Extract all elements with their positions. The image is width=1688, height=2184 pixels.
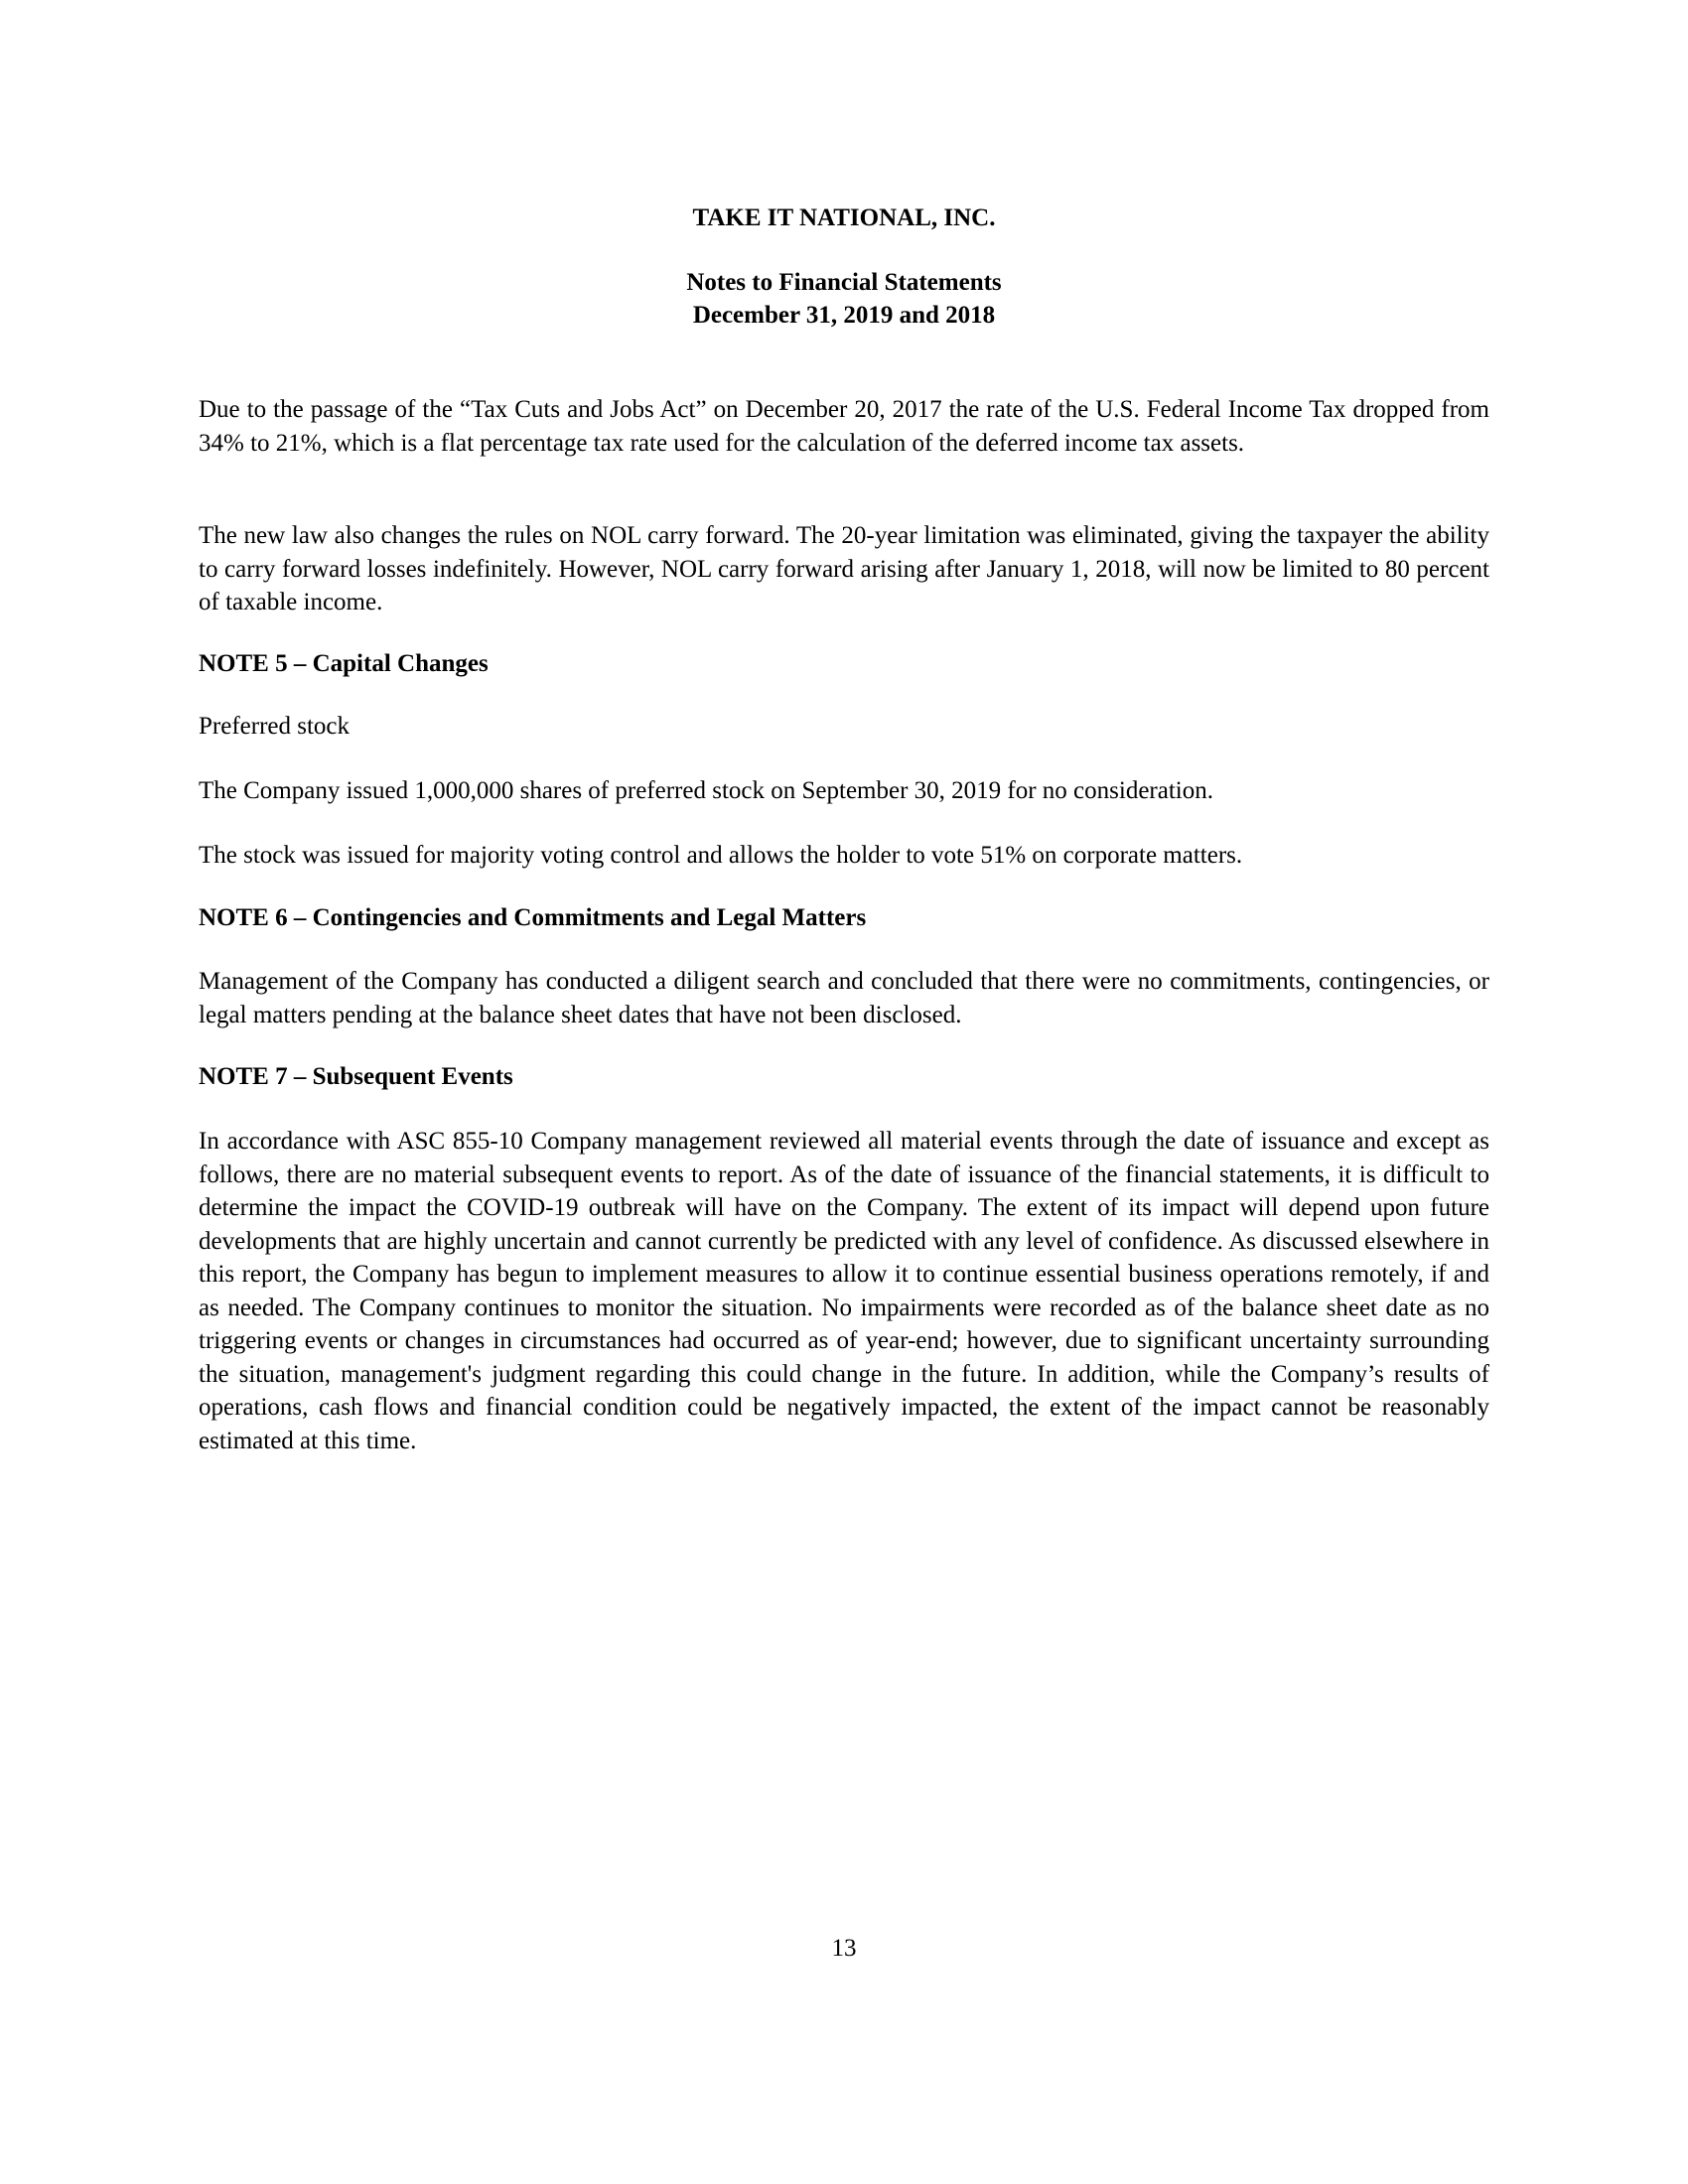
note-7-heading: NOTE 7 – Subsequent Events [199,1063,513,1090]
note-5-issuance-paragraph: The Company issued 1,000,000 shares of preferred stock on September 30, 2019 for no consideration. [199,777,1213,804]
page-number: 13 [831,1935,857,1962]
note-6-paragraph: Management of the Company has conducted a diligent search and concluded that there were no commitments, contingencies, or legal matters pending at the balance sheet dates that have not been disclosed. [199,968,1489,1028]
document-title: Notes to Financial Statements [686,269,1002,296]
nol-paragraph: The new law also changes the rules on NOL carry forward. The 20-year limitation was eliminated, giving the taxpayer the ability to carry forward losses indefinitely. However, NOL carry forward arising after January 1, 2018, will now be limited to 80 percent of taxable income. [199,522,1489,615]
company-name: TAKE IT NATIONAL, INC. [692,205,996,231]
note-6-heading: NOTE 6 – Contingencies and Commitments and Legal Matters [199,904,867,931]
document-period: December 31, 2019 and 2018 [692,302,996,329]
document-page [199,0,1489,2184]
note-5-subheading: Preferred stock [199,713,351,740]
tax-act-paragraph: Due to the passage of the “Tax Cuts and Jobs Act” on December 20, 2017 the rate of the U.S. Federal Income Tax dropped from 34% to 21%, which is a flat percentage tax rate used for the calculation of the deferred income tax assets. [199,396,1489,457]
note-5-voting-paragraph: The stock was issued for majority voting control and allows the holder to vote 51% on corporate matters. [199,842,1243,869]
note-7-paragraph: In accordance with ASC 855-10 Company management reviewed all material events through the date of issuance and except as follows, there are no material subsequent events to report. As of the date of issuance of the financial statements, it is difficult to determine the impact the COVID-19 outbreak will have on the Company. The extent of its impact will depend upon future developments that are highly uncertain and cannot currently be predicted with any level of confidence. As discussed elsewhere in this report, the Company has begun to implement measures to allow it to continue essential business operations remotely, if and as needed. The Company continues to monitor the situation. No impairments were recorded as of the balance sheet date as no triggering events or changes in circumstances had occurred as of year-end; however, due to significant uncertainty surrounding the situation, management's judgment regarding this could change in the future. In addition, while the Company’s results of operations, cash flows and financial condition could be negatively impacted, the extent of the impact cannot be reasonably estimated at this time. [199,1128,1489,1454]
document-title-block [199,266,1489,332]
note-5-heading: NOTE 5 – Capital Changes [199,650,489,677]
